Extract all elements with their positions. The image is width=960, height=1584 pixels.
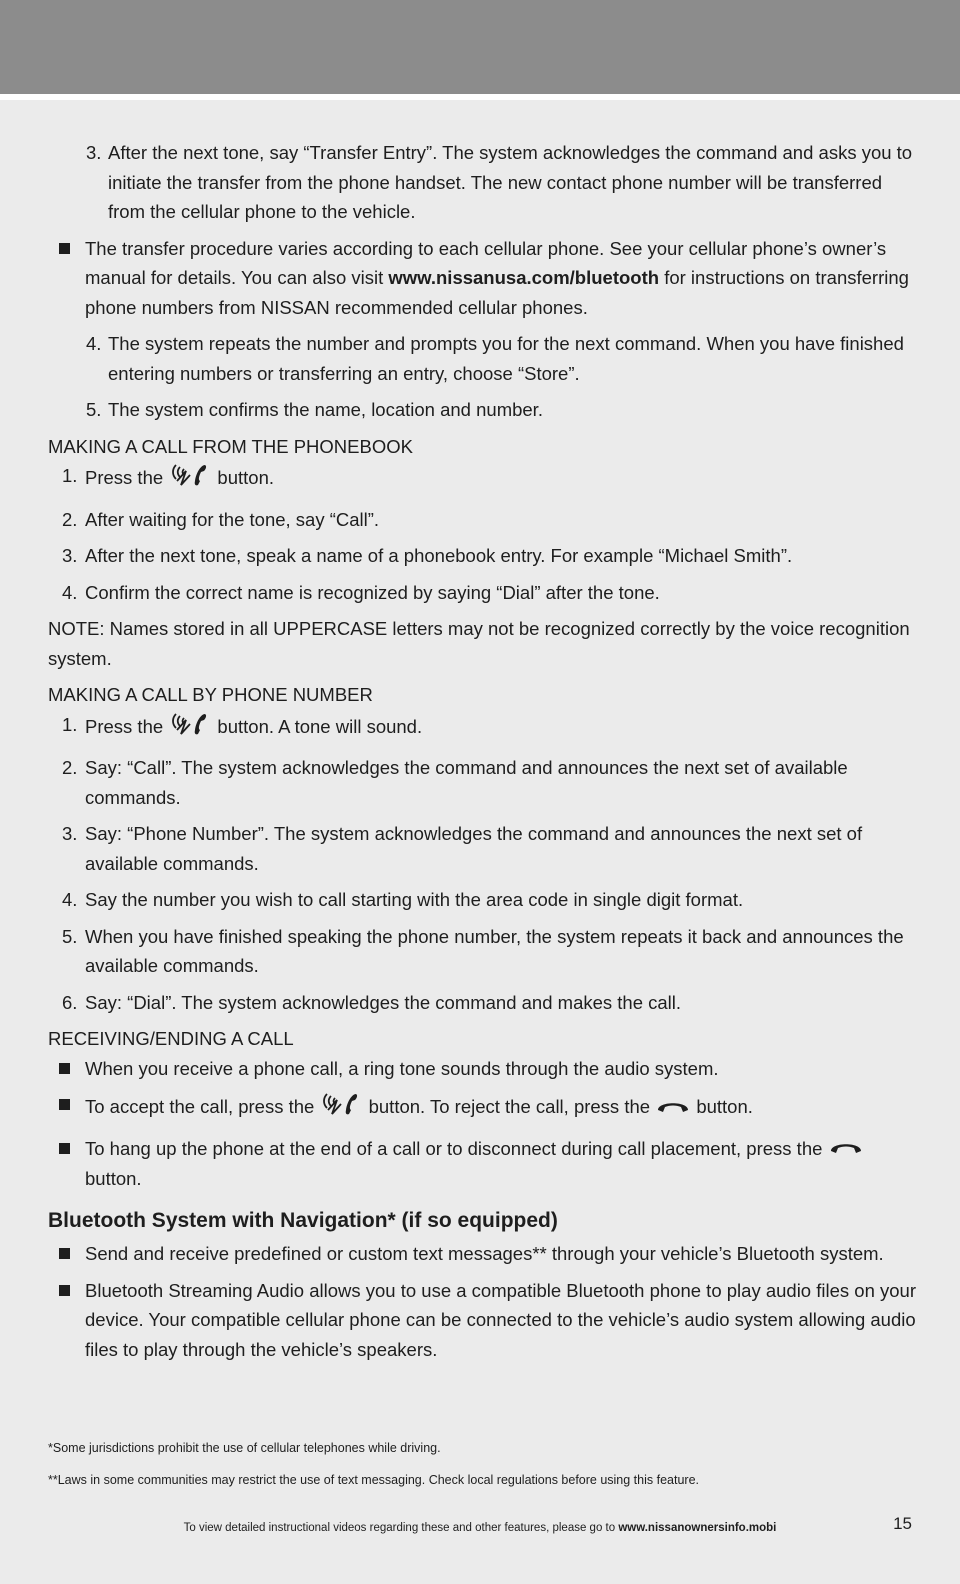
receiving-bullet-3: To hang up the phone at the end of a call or to disconnect during call placement, press the button. bbox=[48, 1134, 918, 1194]
bullet-square-icon bbox=[59, 1063, 70, 1074]
bullet-square-icon bbox=[59, 1285, 70, 1296]
phone-number-title: MAKING A CALL BY PHONE NUMBER bbox=[48, 684, 373, 705]
navigation-bullet-2: Bluetooth Streaming Audio allows you to use a compatible Bluetooth phone to play audio files on your device. Your compatible cellular phone can be connected to the vehicle’s audio system allowing audio files to play through the vehicle’s speakers. bbox=[48, 1276, 918, 1365]
bullet-square-icon bbox=[59, 1248, 70, 1259]
footnote-2: **Laws in some communities may restrict the use of text messaging. Check local regulations before using this feature. bbox=[48, 1473, 700, 1487]
footer-text: To view detailed instructional videos regarding these and other features, please go to www.nissanownersinfo.mobi bbox=[183, 1522, 777, 1534]
receiving-bullet-2: To accept the call, press the button. To reject the call, press the button. bbox=[48, 1090, 918, 1127]
phonebook-step-1: 1. Press the button. bbox=[48, 461, 918, 498]
bullet-square-icon bbox=[59, 243, 70, 254]
step-confirm: 5. The system confirms the name, location and number. bbox=[86, 399, 543, 420]
phonebook-title: MAKING A CALL FROM THE PHONEBOOK bbox=[48, 435, 413, 457]
voice-phone-icon bbox=[168, 710, 212, 747]
transfer-procedure-bullet: The transfer procedure varies according to each cellular phone. See your cellular phone’s owner’s manual for details. You can also visit www.nissanusa.com/bluetooth for instructions on transferring phone numbers from NISSAN recommended cellular phones. bbox=[48, 234, 918, 323]
header-divider bbox=[0, 94, 960, 100]
voice-phone-icon bbox=[319, 1090, 363, 1127]
phonebook-note: NOTE: Names stored in all UPPERCASE letters may not be recognized correctly by the voice recognition system. bbox=[48, 618, 910, 669]
phone-number-step-2: 2. Say: “Call”. The system acknowledges the command and announces the next set of available commands. bbox=[62, 757, 848, 808]
header-bar bbox=[0, 0, 960, 94]
phone-number-step-6: 6. Say: “Dial”. The system acknowledges the command and makes the call. bbox=[62, 991, 682, 1013]
phone-number-step-3: 3. Say: “Phone Number”. The system acknowledges the command and announces the next set of available commands. bbox=[62, 823, 863, 874]
step-store: 4. The system repeats the number and prompts you for the next command. When you have finished entering numbers or transferring an entry, choose “Store”. bbox=[86, 333, 904, 384]
voice-phone-icon bbox=[168, 461, 212, 498]
hang-up-icon bbox=[655, 1094, 691, 1124]
phonebook-step-2: 2. After waiting for the tone, say “Call”. bbox=[62, 508, 380, 530]
navigation-bullet-1: Send and receive predefined or custom text messages** through your vehicle’s Bluetooth system. bbox=[48, 1239, 918, 1269]
hang-up-icon bbox=[828, 1135, 864, 1165]
step-transfer-entry: 3. After the next tone, say “Transfer Entry”. The system acknowledges the command and asks you to initiate the transfer from the phone handset. The new contact phone number will be transferred from the cellular phone to the vehicle. bbox=[86, 142, 913, 222]
phone-number-step-1: 1. Press the button. A tone will sound. bbox=[48, 710, 918, 747]
footnote-1: *Some jurisdictions prohibit the use of cellular telephones while driving. bbox=[48, 1441, 441, 1455]
phone-number-step-4: 4. Say the number you wish to call starting with the area code in single digit format. bbox=[62, 889, 744, 910]
bullet-square-icon bbox=[59, 1143, 70, 1154]
phonebook-step-4: 4. Confirm the correct name is recognized by saying “Dial” after the tone. bbox=[62, 581, 660, 603]
nissanusa-bluetooth-link[interactable]: www.nissanusa.com/bluetooth bbox=[388, 267, 660, 288]
phonebook-step-3: 3. After the next tone, speak a name of a phonebook entry. For example “Michael Smith”. bbox=[62, 545, 793, 566]
bullet-square-icon bbox=[59, 1099, 70, 1110]
phone-number-step-5: 5. When you have finished speaking the phone number, the system repeats it back and announces the available commands. bbox=[62, 925, 904, 976]
navigation-heading: Bluetooth System with Navigation* (if so equipped) bbox=[48, 1208, 558, 1232]
receiving-bullet-1: When you receive a phone call, a ring tone sounds through the audio system. bbox=[48, 1054, 918, 1084]
receiving-title: RECEIVING/ENDING A CALL bbox=[48, 1028, 294, 1049]
page-content bbox=[48, 138, 918, 1364]
page-number: 15 bbox=[893, 1514, 912, 1533]
footer-link[interactable]: www.nissanownersinfo.mobi bbox=[618, 1522, 777, 1534]
